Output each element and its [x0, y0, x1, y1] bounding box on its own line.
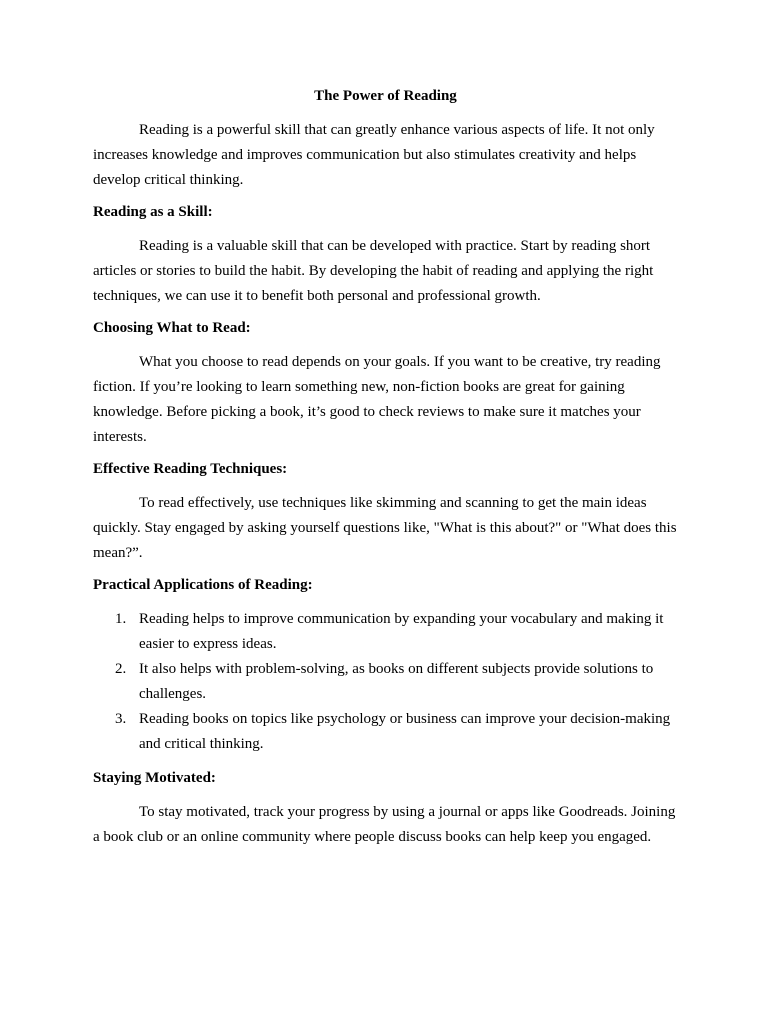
list-item — [93, 607, 678, 657]
list-item — [93, 657, 678, 707]
section-paragraph-staying-motivated: To stay motivated, track your progress by using a journal or apps like Goodreads. Joining a book club or an online community where people discuss books can help keep you engaged. — [93, 804, 676, 845]
section-paragraph-reading-as-a-skill: Reading is a valuable skill that can be developed with practice. Start by reading short articles or stories to build the habit. By developing the habit of reading and applying the right techniques, we can use it to benefit both personal and professional growth. — [93, 238, 654, 304]
intro-paragraph: Reading is a powerful skill that can greatly enhance various aspects of life. It not only increases knowledge and improves communication but also stimulates creativity and helps develop critical thinking. — [93, 122, 655, 188]
list-item-number: 1. — [115, 611, 127, 627]
section-heading-staying-motivated: Staying Motivated: — [93, 770, 216, 786]
section-heading-reading-as-a-skill: Reading as a Skill: — [93, 204, 213, 220]
list-item — [93, 707, 678, 757]
list-item-number: 3. — [115, 711, 127, 727]
section-paragraph-choosing-what-to-read: What you choose to read depends on your goals. If you want to be creative, try reading fiction. If you’re looking to learn something new, non-fiction books are great for gaining knowledge. Before picking a book, it’s good to check reviews to make sure it matches your interests. — [93, 354, 661, 445]
list-item-number: 2. — [115, 661, 127, 677]
list-item-text: Reading helps to improve communication by expanding your vocabulary and making it easier to express ideas. — [139, 611, 664, 652]
list-item-text: Reading books on topics like psychology or business can improve your decision-making and critical thinking. — [139, 711, 671, 752]
section-heading-effective-reading-techniques: Effective Reading Techniques: — [93, 461, 288, 477]
numbered-list — [93, 607, 678, 757]
section-paragraph-effective-reading-techniques: To read effectively, use techniques like skimming and scanning to get the main ideas quickly. Stay engaged by asking yourself questions like, "What is this about?" or "What does this mean?”. — [93, 495, 677, 561]
list-item-text: It also helps with problem-solving, as books on different subjects provide solutions to challenges. — [139, 661, 654, 702]
document-body — [93, 85, 678, 858]
section-heading-choosing-what-to-read: Choosing What to Read: — [93, 320, 251, 336]
document-title: The Power of Reading — [314, 88, 457, 104]
section-heading-practical-applications: Practical Applications of Reading: — [93, 577, 313, 593]
